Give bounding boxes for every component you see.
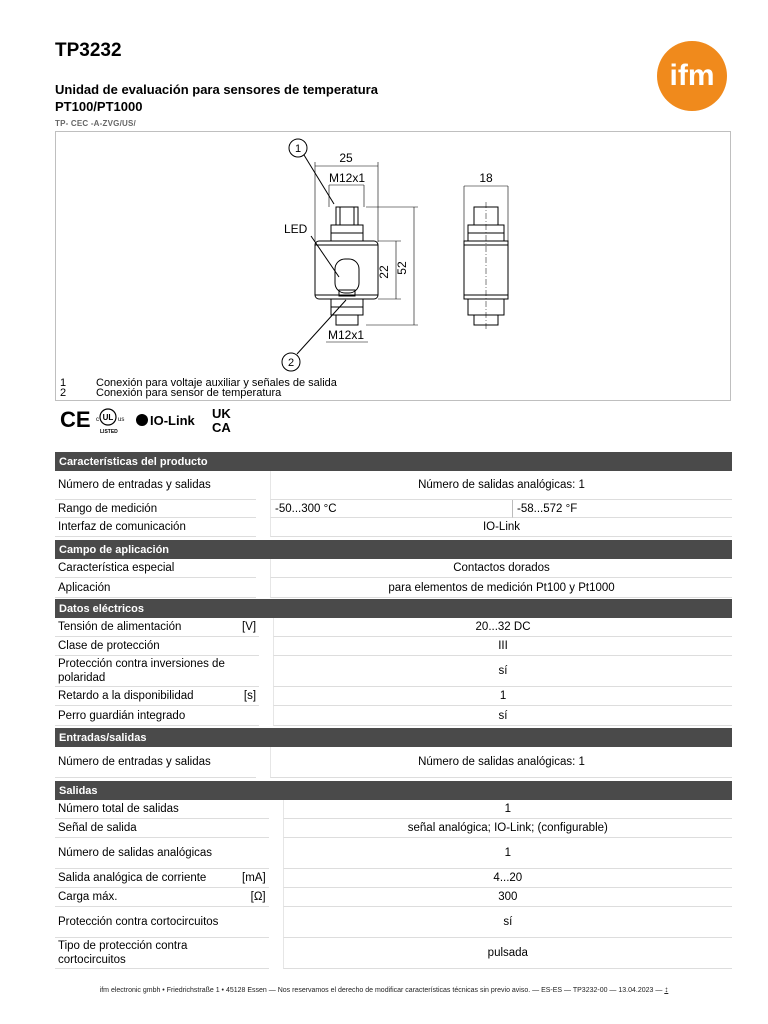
section-header: Características del producto	[55, 452, 732, 471]
spec-label: Clase de protección	[55, 637, 241, 656]
spec-label: Número total de salidas	[55, 800, 241, 819]
spec-value: Número de salidas analógicas: 1	[270, 747, 732, 778]
spec-value: 1	[283, 838, 732, 869]
spec-value: sí	[283, 907, 732, 938]
spec-value: 300	[283, 888, 732, 907]
spec-label: Salida analógica de corriente	[55, 869, 241, 888]
spec-table-range	[55, 500, 732, 537]
legend-text: Conexión para voltaje auxiliar y señales de salida	[96, 377, 337, 389]
spec-unit: [mA]	[241, 869, 269, 888]
spec-value: pulsada	[283, 938, 732, 969]
spec-label: Característica especial	[55, 559, 241, 578]
svg-text:1: 1	[294, 143, 302, 155]
svg-text:UL: UL	[102, 413, 114, 422]
spec-label: Número de entradas y salidas	[55, 747, 241, 778]
spec-table-application	[55, 540, 732, 598]
svg-text:18: 18	[479, 171, 493, 185]
spec-table-io	[55, 728, 732, 778]
svg-text:LISTED: LISTED	[100, 429, 118, 435]
ifm-logo	[654, 40, 730, 112]
spec-table-electrical	[55, 599, 732, 726]
subtitle-line2: PT100/PT1000	[55, 99, 143, 114]
spec-label: Carga máx.	[55, 888, 241, 907]
section-header: Campo de aplicación	[55, 540, 732, 559]
spec-value: 1	[273, 687, 732, 706]
spec-label: Aplicación	[55, 578, 241, 598]
footer-text: ifm electronic gmbh • Friedrichstraße 1 • 45128 Essen — Nos reservamos el derecho de modificar características técnicas sin previo aviso. — ES-ES — TP3232-00 — 13.04.2023 —	[99, 987, 663, 994]
spec-unit: [s]	[241, 687, 259, 706]
spec-label: Número de entradas y salidas	[55, 471, 241, 500]
svg-text:LED: LED	[284, 222, 308, 236]
spec-label: Tensión de alimentación	[55, 618, 241, 637]
legend-number: 2	[60, 387, 67, 399]
footer	[0, 985, 768, 994]
spec-unit: [Ω]	[241, 888, 269, 907]
spec-unit: [V]	[241, 618, 259, 637]
spec-value: III	[273, 637, 732, 656]
page-link-icon[interactable]: ↕	[664, 985, 669, 994]
type-code: TP- CEC -A-ZVG/US/	[55, 119, 136, 128]
svg-text:ifm: ifm	[669, 59, 715, 92]
spec-value: Contactos dorados	[270, 559, 732, 578]
svg-text:22: 22	[377, 265, 391, 279]
spec-value-celsius: -50...300 °C	[270, 500, 512, 518]
io-link-mark: IO-Link	[150, 413, 195, 428]
section-header: Salidas	[55, 781, 732, 800]
spec-value-fahrenheit: -58...572 °F	[512, 500, 732, 518]
section-header: Datos eléctricos	[55, 599, 732, 618]
svg-text:c: c	[96, 417, 99, 423]
svg-text:52: 52	[395, 261, 409, 275]
ukca-mark: UK	[212, 406, 231, 421]
spec-value: Número de salidas analógicas: 1	[270, 471, 732, 500]
spec-table-outputs	[55, 781, 732, 969]
spec-label: Retardo a la disponibilidad	[55, 687, 241, 706]
io-link-icon	[136, 414, 148, 426]
spec-label: Interfaz de comunicación	[55, 518, 241, 537]
spec-value: para elementos de medición Pt100 y Pt1000	[270, 578, 732, 598]
svg-text:us: us	[118, 417, 125, 423]
spec-label: Rango de medición	[55, 500, 241, 518]
svg-text:CA: CA	[212, 420, 231, 435]
spec-label: Protección contra cortocircuitos	[55, 907, 241, 938]
product-id: TP3232	[55, 40, 122, 61]
spec-value: sí	[273, 656, 732, 687]
spec-value: 4...20	[283, 869, 732, 888]
legend-text: Conexión para sensor de temperatura	[96, 387, 282, 399]
subtitle-line1: Unidad de evaluación para sensores de temperatura	[55, 82, 378, 97]
spec-label: Perro guardián integrado	[55, 706, 241, 726]
svg-text:25: 25	[339, 151, 353, 165]
svg-text:M12x1: M12x1	[327, 328, 365, 342]
spec-value: IO-Link	[270, 518, 732, 537]
svg-text:2: 2	[287, 357, 295, 369]
spec-label: Protección contra inversiones de polaridad	[55, 656, 241, 687]
section-header: Entradas/salidas	[55, 728, 732, 747]
spec-value: 1	[283, 800, 732, 819]
spec-table-product	[55, 452, 732, 500]
certifications	[60, 405, 250, 435]
dimension-drawing	[55, 131, 731, 401]
ce-mark: CE	[60, 407, 91, 432]
spec-value: señal analógica; IO-Link; (configurable)	[283, 819, 732, 838]
legend-number: 1	[60, 377, 67, 389]
spec-value: sí	[273, 706, 732, 726]
spec-label: Número de salidas analógicas	[55, 838, 241, 869]
spec-label: Tipo de protección contra cortocircuitos	[55, 938, 241, 969]
spec-value: 20...32 DC	[273, 618, 732, 637]
svg-text:M12x1: M12x1	[328, 171, 366, 185]
spec-label: Señal de salida	[55, 819, 241, 838]
